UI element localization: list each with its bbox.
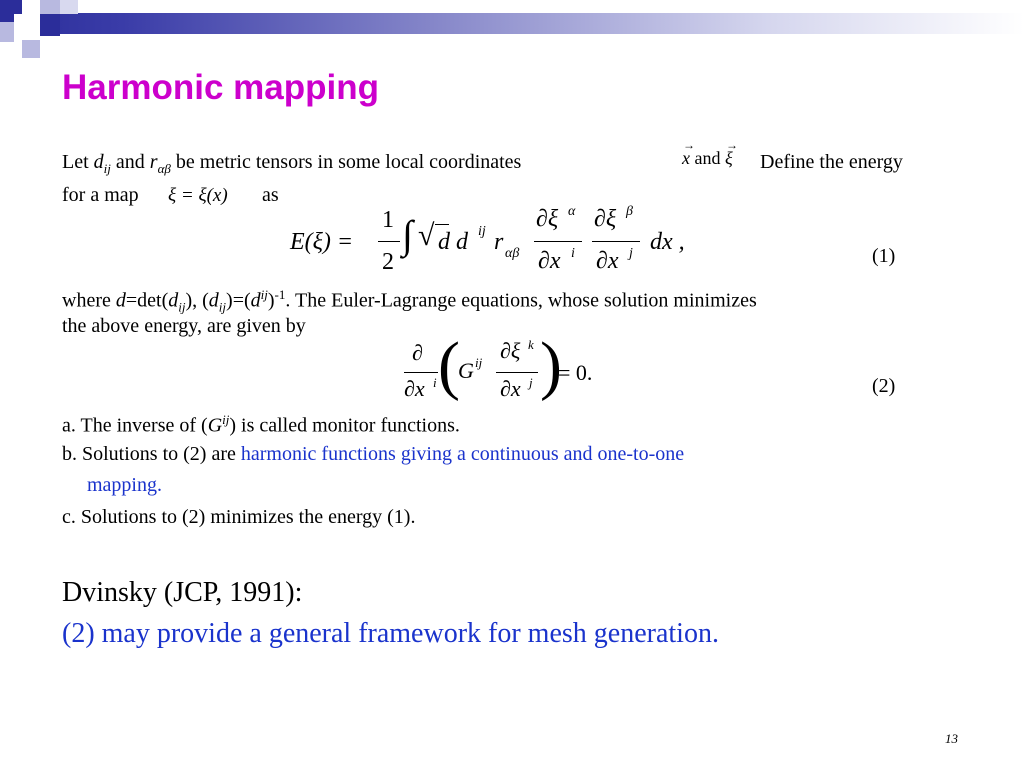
integral-sign: ∫	[402, 212, 413, 257]
as-text: as	[262, 184, 279, 206]
eq1-r: r	[494, 229, 504, 255]
eq2-label: (2)	[872, 375, 896, 397]
fraction-bar	[534, 241, 582, 242]
euler-lagrange-equation	[400, 329, 620, 412]
eq2-d-num: ∂	[412, 340, 423, 365]
sqrt-bar	[435, 224, 449, 225]
text: b. Solutions to (2) are	[62, 443, 241, 465]
fraction-bar	[496, 372, 538, 373]
fraction-bar	[404, 372, 438, 373]
eq2-f-num: ∂ξ	[500, 338, 521, 363]
eq2-f-den-sup: j	[529, 375, 533, 390]
eq2-d-den: ∂x	[404, 376, 425, 401]
conclusion-line: (2) may provide a general framework for mesh generation.	[62, 618, 719, 649]
header-square-decoration	[40, 0, 60, 14]
fraction-bar	[378, 241, 400, 242]
left-paren: (	[438, 329, 460, 402]
note-b	[62, 444, 684, 464]
eq2-G-sup: ij	[475, 355, 483, 370]
where-line-2: the above energy, are given by	[62, 315, 306, 337]
eq1-dx: dx ,	[650, 229, 685, 255]
frac1-den-sup: i	[571, 246, 575, 261]
fraction-bar	[592, 241, 640, 242]
sqrt-sign: √	[418, 219, 435, 252]
reference-line: Dvinsky (JCP, 1991):	[62, 577, 303, 608]
define-energy-text: Define the energy	[760, 151, 903, 173]
eq2-f-den: ∂x	[500, 376, 521, 401]
map-equation: ξ = ξ(x)	[168, 185, 228, 206]
superscript: -1	[274, 287, 286, 302]
symbol-d: d	[168, 289, 179, 312]
superscript: ij	[222, 412, 230, 427]
text: and	[694, 148, 721, 168]
text: ), (	[185, 289, 209, 312]
eq1-ij: ij	[478, 224, 486, 239]
subscript: ij	[218, 299, 227, 315]
eq2-d-den-sup: i	[433, 375, 437, 390]
eq1-half-num: 1	[382, 207, 394, 233]
highlighted-text: harmonic functions giving a continuous and one-to-one	[240, 443, 685, 465]
header-square-decoration	[0, 22, 14, 42]
superscript: ij	[260, 287, 268, 302]
eq1-integrand: d d	[438, 229, 468, 255]
frac1-den: ∂x	[538, 248, 561, 274]
header-square-decoration	[22, 40, 40, 58]
symbol-d: d	[250, 289, 261, 312]
frac2-num-sup: β	[626, 204, 633, 219]
frac2-num: ∂ξ	[594, 206, 617, 232]
symbol-G: G	[207, 414, 223, 437]
text: =det(	[125, 289, 169, 312]
symbol-x: x	[682, 148, 690, 168]
eq1-half-den: 2	[382, 249, 394, 275]
symbol-d: d	[93, 151, 104, 173]
symbol-d: d	[208, 289, 219, 312]
eq1-label: (1)	[872, 245, 896, 267]
eq1-lhs: E(ξ) =	[290, 229, 354, 255]
eq2-G: G	[458, 358, 474, 383]
subscript: αβ	[157, 161, 171, 176]
eq1-ab: αβ	[505, 246, 520, 261]
page-number: 13	[945, 731, 958, 746]
slide-title: Harmonic mapping	[62, 68, 379, 107]
text: . The Euler-Lagrange equations, whose solution minimizes	[285, 289, 757, 312]
energy-equation	[290, 205, 710, 280]
frac2-den-sup: j	[629, 246, 633, 261]
text: where	[62, 289, 116, 312]
coord-symbols: → x and → ξ	[682, 138, 738, 168]
symbol-xi: ξ	[725, 148, 733, 168]
note-c: c. Solutions to (2) minimizes the energy (1).	[62, 506, 416, 528]
text: be metric tensors in some local coordinates	[170, 151, 522, 173]
header-square-decoration	[40, 14, 60, 36]
note-a	[62, 413, 460, 436]
header-square-decoration	[60, 0, 78, 14]
text: a. The inverse of (	[62, 414, 208, 437]
frac1-num-sup: α	[568, 204, 576, 219]
text: ) is called monitor functions.	[229, 414, 460, 437]
right-paren: )	[540, 329, 562, 402]
symbol-d: d	[115, 289, 126, 312]
text: )	[267, 289, 275, 312]
where-line-1	[62, 288, 757, 314]
eq2-f-num-sup: k	[528, 337, 534, 352]
eq2-rhs: = 0.	[558, 360, 593, 385]
frac1-num: ∂ξ	[536, 206, 559, 232]
symbol-r: r	[149, 151, 158, 173]
intro-line-1	[62, 152, 521, 175]
intro-line-2: for a map	[62, 184, 139, 206]
text: Let	[62, 151, 94, 173]
text: and	[110, 151, 150, 173]
subscript: ij	[178, 299, 186, 315]
header-gradient-bar	[0, 13, 1024, 34]
subscript: ij	[103, 161, 111, 176]
note-b-continued: mapping.	[87, 474, 162, 496]
text: )=(	[226, 289, 251, 312]
header-square-decoration	[14, 14, 40, 40]
frac2-den: ∂x	[596, 248, 619, 274]
